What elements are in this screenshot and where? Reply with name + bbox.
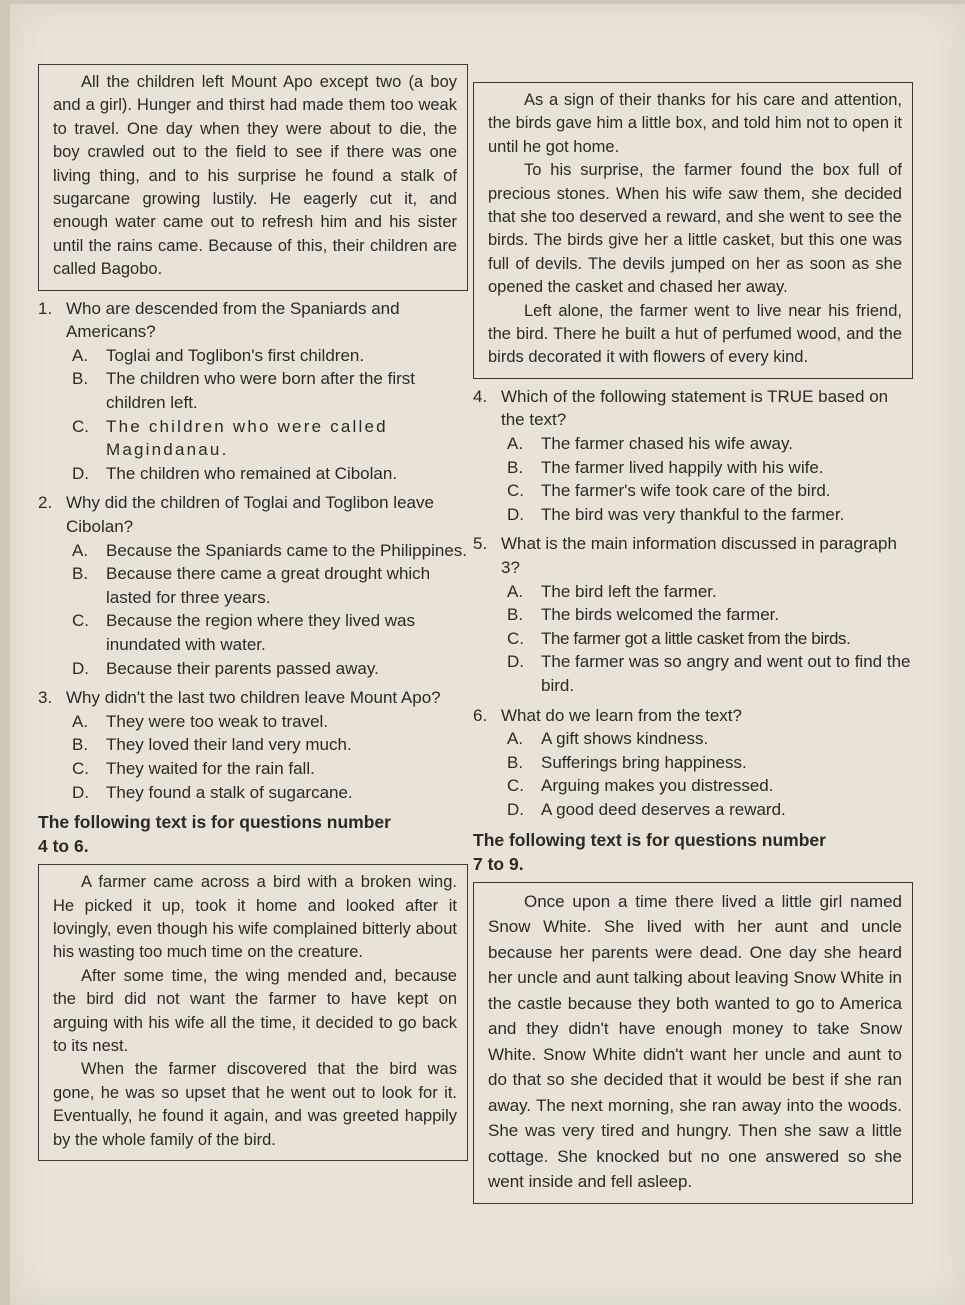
option-c[interactable] [473,627,913,651]
question-5 [473,532,913,697]
passage-paragraph: To his surprise, the farmer found the box full of precious stones. When his wife saw them, she decided that she too deserved a reward, and she went to see the birds. The birds give her a little casket, but this one was full of devils. The devils jumped on her as soon as she opened the casket and chased her away. [488,161,902,297]
option-letter: C. [72,611,89,631]
option-text: The children who were called Magindanau. [106,416,388,460]
option-text: They found a stalk of sugarcane. [106,782,353,802]
question-6 [473,704,913,822]
option-d[interactable] [473,503,913,527]
option-letter: A. [72,711,89,731]
option-d[interactable] [38,657,468,681]
option-letter: C. [507,481,524,501]
option-a[interactable] [473,432,913,456]
option-letter: C. [72,416,89,436]
passage-paragraph: When the farmer discovered that the bird was gone, he was so upset that he went out to look for it. Eventually, he found it again, and was greeted happily by the whole family of the bird. [53,1060,457,1149]
option-c[interactable] [473,479,913,503]
option-text: The farmer's wife took care of the bird. [541,481,831,501]
option-letter: B. [507,457,524,477]
question-stem: What do we learn from the text? [501,705,742,725]
option-letter: A. [72,540,89,560]
option-letter: C. [507,776,524,796]
passage-farmer-box [38,864,468,1161]
worksheet-page [10,4,965,1305]
option-letter: D. [507,504,524,524]
option-b[interactable] [473,456,913,480]
passage-paragraph: A farmer came across a bird with a broken wing. He picked it up, took it home and looked after it lovingly, even though his wife complained bitterly about his wasting too much time on the creature. [53,873,457,962]
option-letter: A. [507,434,524,454]
option-text: Because there came a great drought which lasted for three years. [106,564,431,607]
question-stem: What is the main information discussed in paragraph 3? [501,534,897,578]
option-b[interactable] [473,603,913,627]
option-letter: B. [507,605,524,625]
option-text: A gift shows kindness. [541,729,709,749]
question-2 [38,491,468,680]
option-letter: D. [72,463,89,483]
option-text: The farmer was so angry and went out to find the bird. [541,652,911,695]
question-stem: Which of the following statement is TRUE based on the text? [501,386,889,430]
question-number: 1. [38,298,53,318]
question-number: 6. [473,705,488,725]
question-number: 3. [38,688,53,708]
option-text: They waited for the rain fall. [106,758,315,778]
question-3 [38,686,468,804]
question-stem: Who are descended from the Spaniards and Americans? [66,298,400,342]
option-letter: D. [507,652,524,672]
passage-paragraph: Once upon a time there lived a little girl named Snow White. She lived with her aunt and uncle because her parents were dead. One day she heard her uncle and aunt talking about leaving Snow White in the castle because they both wanted to go to America and they didn't have enough money to take Snow White. Snow White didn't want her uncle and aunt to do that so she decided that it would be best if she ran away. The next morning, she ran away into the woods. She was very tired and hungry. Then she saw a little cottage. She knocked but no one answered so she went inside and fell asleep. [488,891,902,1192]
option-c[interactable] [38,757,468,781]
option-letter: B. [72,564,89,584]
question-stem: Why didn't the last two children leave Mount Apo? [66,688,441,708]
option-text: Because their parents passed away. [106,658,379,678]
section-heading-7-9 [473,828,913,876]
section-heading-4-6 [38,810,468,858]
passage-paragraph: All the children left Mount Apo except two (a boy and a girl). Hunger and thirst had made them too weak to travel. One day when they were about to die, the boy crawled out to the field to see if there was one living thing, and to his surprise he found a stalk of sugarcane growing lustily. He eagerly cut it, and enough water came out to refresh him and his sister until the rains came. Because of this, their children are called Bagobo. [53,73,457,279]
option-text: The birds welcomed the farmer. [541,605,780,625]
option-text: A good deed deserves a reward. [541,799,786,819]
question-stem: Why did the children of Toglai and Toglibon leave Cibolan? [66,493,434,536]
option-b[interactable] [38,562,468,609]
option-text: Because the Spaniards came to the Philippines. [106,540,468,560]
option-c[interactable] [473,774,913,798]
option-a[interactable] [38,344,468,368]
option-letter: D. [507,799,524,819]
passage-paragraph: After some time, the wing mended and, because the bird did not want the farmer to have kept on arguing with his wife all the time, it decided to go back to its nest. [53,966,457,1055]
option-text: They loved their land very much. [106,735,352,755]
option-letter: B. [72,735,89,755]
question-4 [473,385,913,527]
option-text: The farmer lived happily with his wife. [541,457,824,477]
option-letter: C. [72,758,89,778]
passage-paragraph: As a sign of their thanks for his care and attention, the birds gave him a little box, and told him not to open it until he got home. [488,91,902,156]
option-text: Because the region where they lived was inundated with water. [106,611,416,654]
option-b[interactable] [473,751,913,775]
passage-bagobo-box [38,64,468,291]
option-text: Toglai and Toglibon's first children. [106,345,365,365]
option-b[interactable] [38,733,468,757]
option-d[interactable] [473,798,913,822]
option-d[interactable] [38,781,468,805]
question-number: 5. [473,534,488,554]
question-number: 4. [473,386,488,406]
option-d[interactable] [473,650,913,697]
option-letter: B. [507,752,524,772]
option-text: They were too weak to travel. [106,711,329,731]
option-b[interactable] [38,367,468,414]
option-text: The farmer chased his wife away. [541,434,793,454]
option-letter: A. [72,345,89,365]
option-letter: D. [72,658,89,678]
heading-range: 7 to 9. [473,853,524,874]
passage-snow-white-box [473,882,913,1204]
left-column [38,64,468,1161]
option-text: Sufferings bring happiness. [541,752,747,772]
option-text: Arguing makes you distressed. [541,776,774,796]
option-a[interactable] [38,710,468,734]
heading-text: The following text is for questions number [473,829,826,850]
heading-range: 4 to 6. [38,836,89,857]
option-text: The bird left the farmer. [541,581,717,601]
option-a[interactable] [473,727,913,751]
option-letter: A. [507,729,524,749]
option-text: The farmer got a little casket from the birds. [541,628,851,648]
option-c[interactable] [38,415,468,462]
heading-text: The following text is for questions number [38,812,391,833]
option-text: The bird was very thankful to the farmer. [541,504,845,524]
option-c[interactable] [38,609,468,656]
right-column [473,82,913,1204]
question-1 [38,297,468,486]
option-letter: C. [507,628,524,648]
passage-farmer-continued-box [473,82,913,379]
question-number: 2. [38,493,53,513]
option-a[interactable] [38,539,468,563]
option-letter: D. [72,782,89,802]
option-text: The children who were born after the first children left. [106,369,415,413]
option-letter: B. [72,369,89,389]
option-d[interactable] [38,462,468,486]
option-text: The children who remained at Cibolan. [106,463,398,483]
passage-paragraph: Left alone, the farmer went to live near his friend, the bird. There he built a hut of perfumed wood, and the birds decorated it with flowers of every kind. [488,301,902,367]
option-letter: A. [507,581,524,601]
option-a[interactable] [473,580,913,604]
